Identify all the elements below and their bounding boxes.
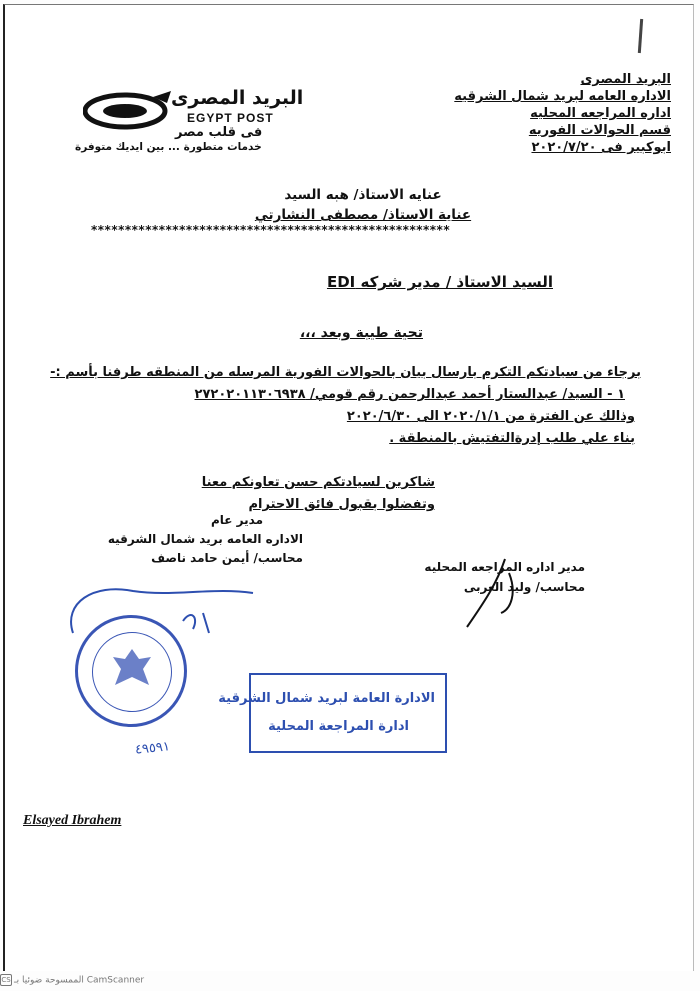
letter-page xyxy=(3,4,694,971)
body-line: برجاء من سيادتكم التكرم بارسال بيان بالحوالات الفورية المرسله من المنطقه طرفنا بأسم :- xyxy=(50,365,641,380)
sig-name: محاسب/ أيمن حامد ناصف xyxy=(151,551,303,565)
body-line: وذالك عن الفترة من ٢٠٢٠/١/١ الى ٢٠٢٠/٦/٣٠ xyxy=(346,409,635,424)
official-seal xyxy=(75,615,187,727)
author-name: Elsayed Ibrahem xyxy=(23,813,122,828)
closing-line: شاكرين لسيادتكم حسن تعاونكم معنا xyxy=(201,475,435,490)
stamp-line: الادارة العامة لبريد شمال الشرقية xyxy=(218,691,435,706)
camscanner-icon: CS xyxy=(1,976,11,984)
attention-line: عناية الاستاذ/ مصطفى النشارتي xyxy=(254,207,472,223)
department-stamp xyxy=(218,673,447,753)
org-line: اداره المراجعه المحليه xyxy=(530,106,671,121)
org-line: البريد المصرى xyxy=(580,72,671,87)
separator: ***************************************************** xyxy=(91,223,451,237)
post-horn-icon xyxy=(83,87,173,137)
sender-header xyxy=(351,71,671,156)
closing-line: وتفضلوا بقبول فائق الاحترام xyxy=(248,497,435,512)
body-line: ١ - السيد/ عبدالستار أحمد عبدالرحمن رقم قومي/ ٢٧٢٠٢٠١١٣٠٦٩٣٨ xyxy=(194,387,625,402)
org-line: الاداره العامه لبريد شمال الشرقيه xyxy=(454,89,671,104)
handwritten-number: ٤٩٥٩١ xyxy=(134,739,171,758)
date-line: ابوكبير فى ٢٠٢٠/٧/٢٠ xyxy=(531,140,671,155)
greeting: تحية طيبة وبعد ،،، xyxy=(299,325,423,341)
footer-text: الممسوحة ضوئيا بـ CamScanner xyxy=(14,975,145,986)
logo-tagline: فى قلب مصر xyxy=(175,125,263,140)
stamp-line: ادارة المراجعة المحلية xyxy=(268,719,409,734)
seal-inner-ring xyxy=(92,632,172,712)
eagle-icon xyxy=(93,633,171,711)
sig-title: مدير اداره المراجعه المحليه xyxy=(424,560,585,574)
signature-left xyxy=(73,511,303,568)
attention-line: عنايه الاستاذ/ هبه السيد xyxy=(284,187,442,203)
handwritten-signature xyxy=(445,553,555,633)
logo-arabic: البريد المصرى xyxy=(171,87,304,109)
org-line: قسم الحوالات الفوريه xyxy=(528,123,671,138)
pen-mark xyxy=(638,19,643,53)
logo-english: EGYPT POST xyxy=(187,111,274,125)
sig-name: محاسب/ وليد العربى xyxy=(463,580,585,594)
addressee: السيد الاستاذ / مدير شركه EDI xyxy=(326,273,553,291)
sig-department: الاداره العامه بريد شمال الشرقيه xyxy=(107,532,303,546)
sig-title: مدير عام xyxy=(210,513,263,527)
logo-subtitle: خدمات متطورة ... بين ايديك متوفرة xyxy=(75,141,262,153)
body-line: بناء علي طلب إدرةالتفتيش بالمنطقة . xyxy=(389,431,635,446)
egypt-post-logo xyxy=(75,87,313,157)
scanner-footer xyxy=(0,974,144,986)
